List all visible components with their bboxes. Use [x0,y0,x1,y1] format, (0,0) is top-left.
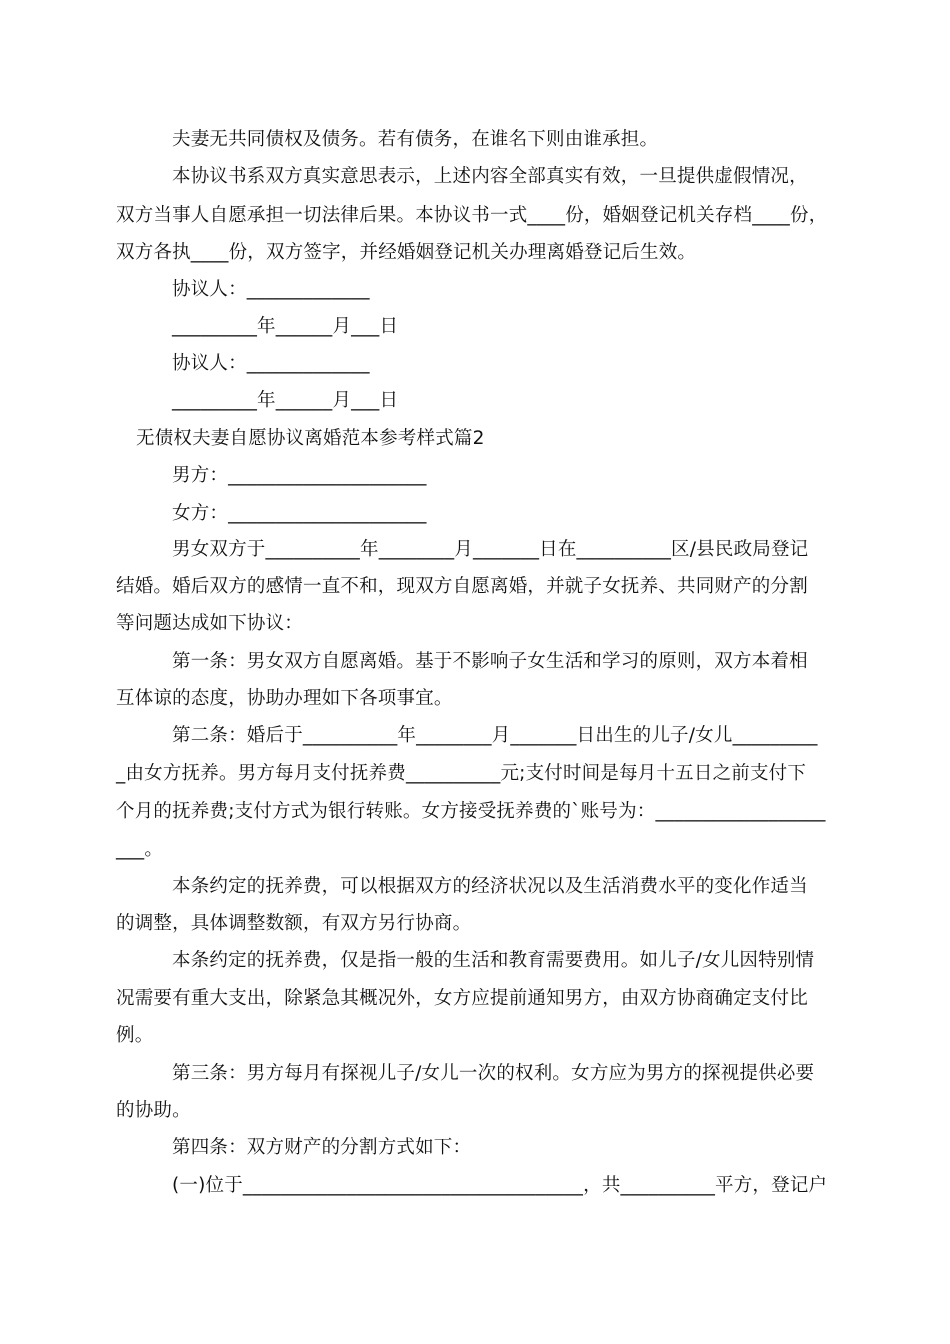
text-line: 第三条：男方每月有探视儿子/女儿一次的权利。女方应为男方的探视提供必要 [172,1063,815,1084]
text-line: 夫妻无共同债权及债务。若有债务，在谁名下则由谁承担。 [172,129,659,150]
text-line: 等问题达成如下协议： [116,613,304,634]
female-party-line: 女方：_____________________ [172,503,427,524]
text-line: _由女方抚养。男方每月支付抚养费__________元;支付时间是每月十五日之前支付下 [116,763,807,784]
signatory-line: 协议人：_____________ [172,279,370,300]
text-line: (一)位于____________________________________，共__________平方，登记户 [172,1175,828,1196]
signatory-line: 协议人：_____________ [172,353,370,374]
text-line: 的调整，具体调整数额，有双方另行协商。 [116,913,472,934]
text-line: 例。 [116,1025,154,1046]
text-line: 本条约定的抚养费，仅是指一般的生活和教育需要费用。如儿子/女儿因特别情 [172,950,815,971]
text-line: 本条约定的抚养费，可以根据双方的经济状况以及生活消费水平的变化作适当 [172,876,808,897]
text-line: 的协助。 [116,1100,191,1121]
date-line: _________年______月___日 [172,390,399,411]
text-line: 结婚。婚后双方的感情一直不和，现双方自愿离婚，并就子女抚养、共同财产的分割 [116,576,808,597]
section-title: 无债权夫妻自愿协议离婚范本参考样式篇2 [136,428,485,449]
male-party-line: 男方：_____________________ [172,465,427,486]
text-line: 个月的抚养费;支付方式为银行转账。女方接受抚养费的`账号为：__________________ [116,801,826,822]
date-line: _________年______月___日 [172,316,399,337]
text-line: 第四条：双方财产的分割方式如下： [172,1137,472,1158]
text-line: 第一条：男女双方自愿离婚。基于不影响子女生活和学习的原则，双方本着相 [172,651,808,672]
text-line: 本协议书系双方真实意思表示，上述内容全部真实有效，一旦提供虚假情况， [172,166,808,187]
text-line: 男女双方于__________年________月_______日在__________区/县民政局登记 [172,539,809,560]
text-line: 双方各执____份，双方签字，并经婚姻登记机关办理离婚登记后生效。 [116,242,697,263]
text-line: ___。 [116,839,164,860]
text-line: 第二条：婚后于__________年________月_______日出生的儿子/女儿_________ [172,725,818,746]
text-line: 况需要有重大支出，除紧急其概况外，女方应提前通知男方，由双方协商确定支付比 [116,988,808,1009]
text-line: 互体谅的态度，协助办理如下各项事宜。 [116,688,453,709]
text-line: 双方当事人自愿承担一切法律后果。本协议书一式____份，婚姻登记机关存档____份， [116,205,828,226]
